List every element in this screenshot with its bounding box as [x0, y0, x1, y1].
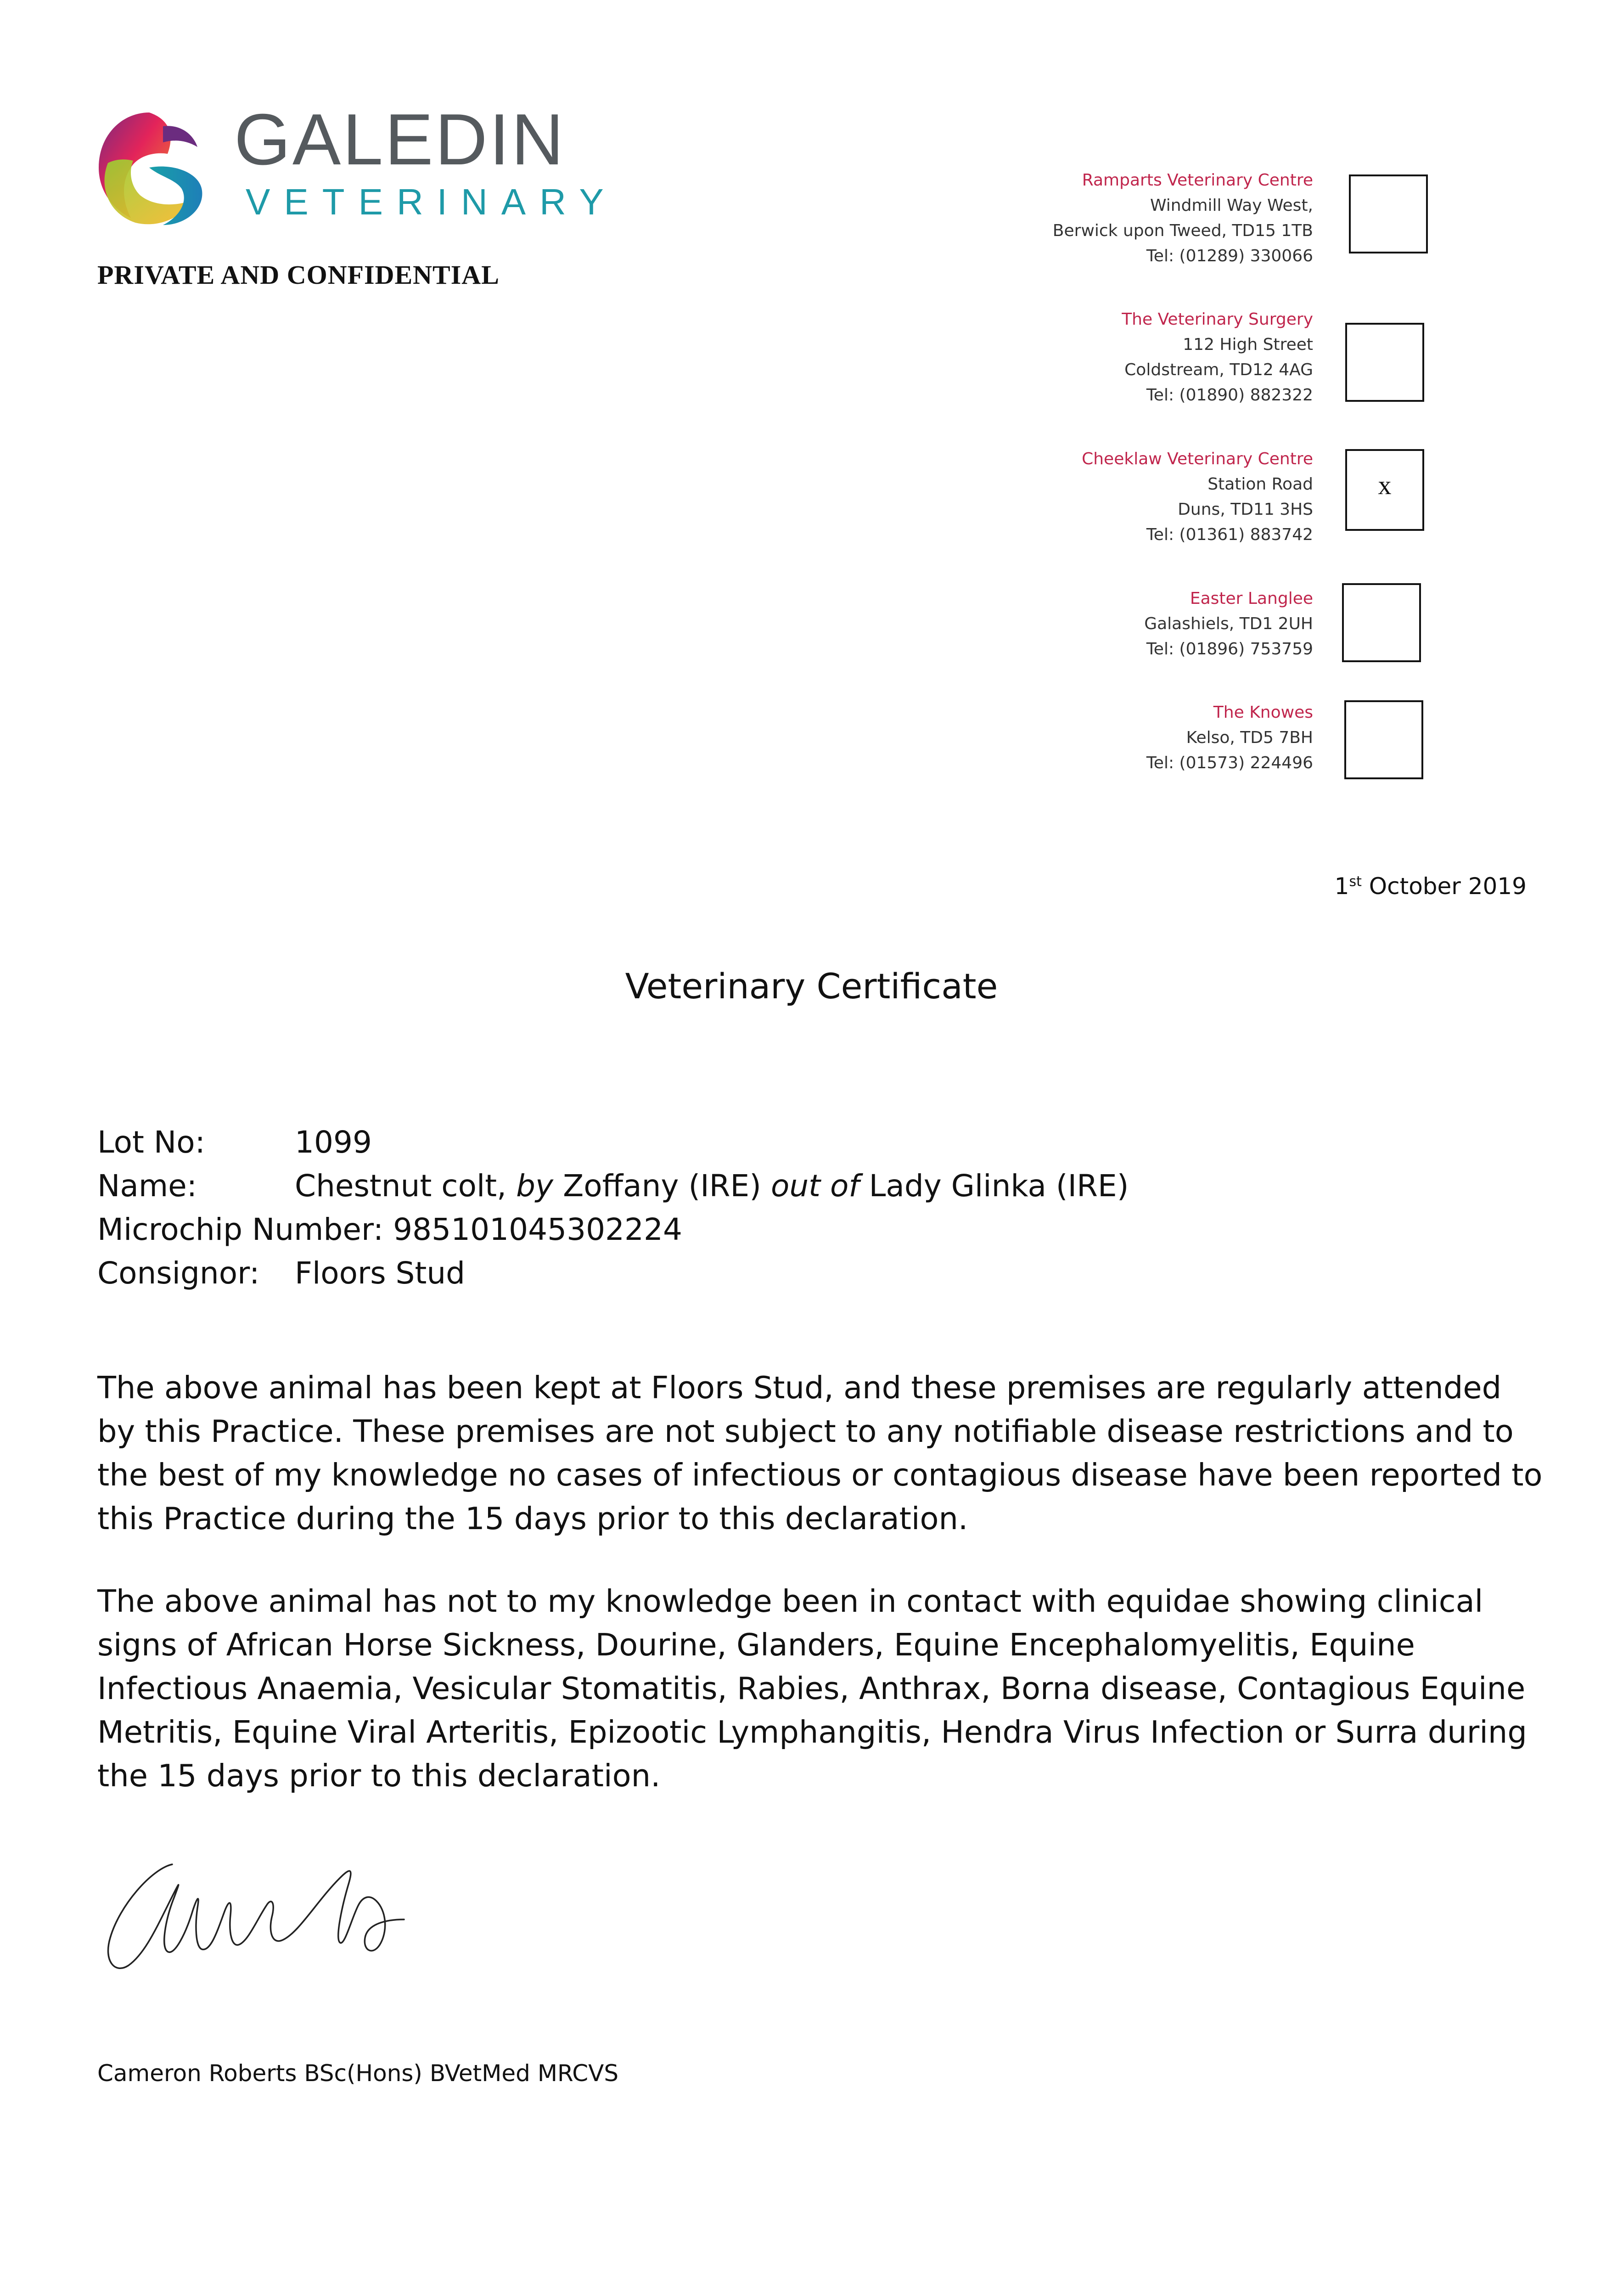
practice-ramparts [1053, 168, 1313, 269]
practice-name: The Knowes [1213, 703, 1313, 722]
confidential-heading: PRIVATE AND CONFIDENTIAL [97, 260, 500, 290]
signature-image [101, 1851, 413, 1984]
microchip-label: Microchip Number: [97, 1212, 393, 1247]
name-part: Lady Glinka (IRE) [859, 1168, 1129, 1204]
practice-phone: Tel: (01361) 883742 [1146, 525, 1313, 544]
date-suffix: st [1349, 873, 1362, 890]
signatory-name: Cameron Roberts BSc(Hons) BVetMed MRCVS [97, 2060, 619, 2087]
consignor-value: Floors Stud [295, 1255, 466, 1291]
name-part-by: by [516, 1168, 554, 1204]
practice-address-line: Berwick upon Tweed, TD15 1TB [1052, 221, 1313, 240]
practice-easter-langlee [1144, 586, 1313, 662]
practice-address-line: Station Road [1207, 475, 1313, 494]
practice-checkbox-ramparts[interactable] [1349, 174, 1428, 253]
practice-checkbox-the-knowes[interactable] [1344, 700, 1423, 779]
lot-row [97, 1125, 372, 1160]
certificate-date [1335, 875, 1527, 898]
practice-name: Cheeklaw Veterinary Centre [1082, 450, 1313, 468]
practice-checkbox-easter-langlee[interactable] [1342, 583, 1421, 662]
logo-wordmark: GALEDIN [234, 99, 566, 180]
practice-address-line: 112 High Street [1183, 335, 1313, 354]
consignor-row [97, 1255, 466, 1291]
microchip-value: 985101045302224 [393, 1212, 683, 1247]
name-part-out-of: out of [770, 1168, 859, 1204]
consignor-label: Consignor: [97, 1255, 260, 1291]
practice-the-knowes [1146, 700, 1313, 776]
practice-checkbox-veterinary-surgery[interactable] [1345, 323, 1424, 402]
declaration-paragraph-2: The above animal has not to my knowledge been in contact with equidae showing clinical signs of African Horse Sickness, Dourine, Glanders, Equine Encephalomyelitis, Equine Infectious Anaemia, Vesicular Stomatitis, Rabies, Anthrax, Borna disease, Contagious Equine Metritis, Equine Viral Arteritis, Epizootic Lymphangitis, Hendra Virus Infection or Surra during the 15 days prior to this declaration. [97, 1583, 1527, 1794]
name-value [295, 1168, 1129, 1204]
date-day: 1 [1334, 873, 1349, 900]
declaration-paragraph-1: The above animal has been kept at Floors Stud, and these premises are regularly attended by this Practice. These premises are not subject to any notifiable disease restrictions and to the best of my knowledge no cases of infectious or contagious disease have been reported to this Practice during the 15 days prior to this declaration. [97, 1370, 1543, 1536]
practice-cheeklaw [1082, 446, 1313, 547]
practice-name: The Veterinary Surgery [1122, 310, 1313, 329]
practice-phone: Tel: (01890) 882322 [1146, 386, 1313, 405]
practice-address-line: Galashiels, TD1 2UH [1144, 614, 1313, 633]
practice-phone: Tel: (01896) 753759 [1146, 640, 1313, 658]
name-part: Chestnut colt, [295, 1168, 517, 1204]
logo-subtitle: VETERINARY [246, 181, 618, 222]
name-part: Zoffany (IRE) [553, 1168, 771, 1204]
practice-address-line: Coldstream, TD12 4AG [1124, 360, 1313, 379]
lot-label: Lot No: [97, 1125, 205, 1160]
practice-name: Ramparts Veterinary Centre [1082, 171, 1313, 190]
name-label: Name: [97, 1168, 197, 1204]
practice-phone: Tel: (01573) 224496 [1146, 754, 1313, 772]
lot-value: 1099 [295, 1125, 372, 1160]
date-rest: October 2019 [1361, 873, 1527, 900]
practice-checkbox-cheeklaw[interactable]: x [1345, 449, 1424, 531]
name-row [97, 1168, 1129, 1204]
practice-phone: Tel: (01289) 330066 [1146, 247, 1313, 265]
microchip-row [97, 1212, 683, 1247]
practice-veterinary-surgery [1122, 307, 1313, 408]
practice-address-line: Kelso, TD5 7BH [1186, 728, 1313, 747]
practice-address-line: Duns, TD11 3HS [1178, 500, 1313, 519]
practice-name: Easter Langlee [1190, 589, 1313, 608]
galedin-logo-icon [94, 108, 209, 227]
certificate-title: Veterinary Certificate [625, 966, 998, 1007]
practice-address-line: Windmill Way West, [1150, 196, 1313, 215]
